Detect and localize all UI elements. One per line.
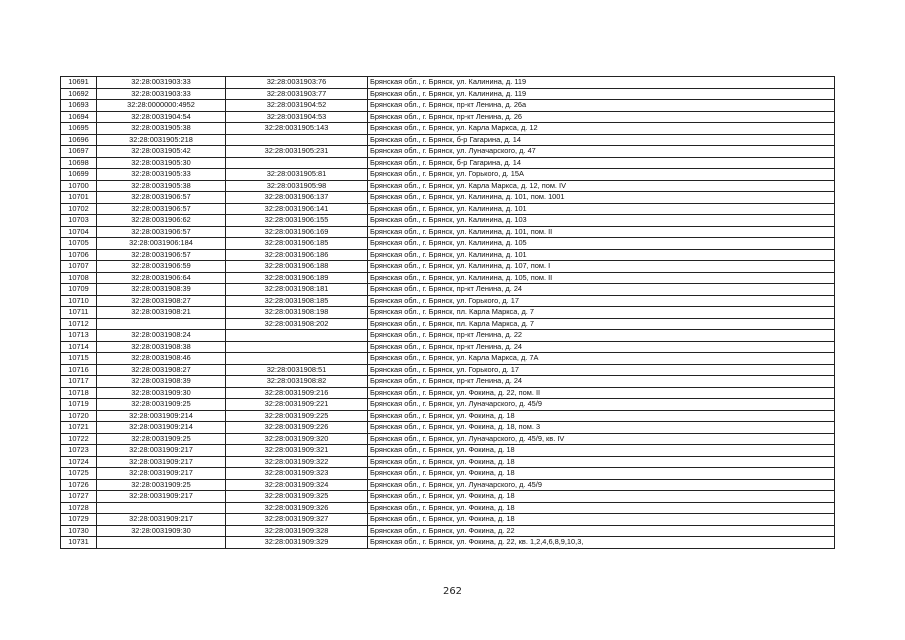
parcel-number-cell: 32:28:0031908:39 (97, 284, 226, 296)
parcel-number-cell: 32:28:0031903:33 (97, 88, 226, 100)
row-number-cell: 10691 (61, 77, 97, 89)
parcel-number-cell: 32:28:0031909:30 (97, 387, 226, 399)
table-row (61, 77, 835, 89)
row-number-cell: 10730 (61, 525, 97, 537)
parcel-number-cell (97, 502, 226, 514)
address-cell: Брянская обл., г. Брянск, ул. Фокина, д. 18 (368, 468, 835, 480)
parcel-number-cell: 32:28:0031909:214 (97, 422, 226, 434)
parcel-number-cell: 32:28:0031908:21 (97, 307, 226, 319)
row-number-cell: 10709 (61, 284, 97, 296)
address-cell: Брянская обл., г. Брянск, ул. Калинина, д. 119 (368, 88, 835, 100)
object-number-cell: 32:28:0031909:325 (226, 491, 368, 503)
parcel-number-cell: 32:28:0000000:4952 (97, 100, 226, 112)
table-row (61, 146, 835, 158)
row-number-cell: 10694 (61, 111, 97, 123)
address-cell: Брянская обл., г. Брянск, пр-кт Ленина, д. 24 (368, 376, 835, 388)
object-number-cell: 32:28:0031906:185 (226, 238, 368, 250)
row-number-cell: 10719 (61, 399, 97, 411)
row-number-cell: 10697 (61, 146, 97, 158)
table-row (61, 215, 835, 227)
parcel-number-cell: 32:28:0031905:38 (97, 180, 226, 192)
address-cell: Брянская обл., г. Брянск, ул. Горького, д. 17 (368, 295, 835, 307)
parcel-number-cell: 32:28:0031906:57 (97, 249, 226, 261)
address-cell: Брянская обл., г. Брянск, ул. Фокина, д. 18 (368, 502, 835, 514)
object-number-cell: 32:28:0031908:51 (226, 364, 368, 376)
parcel-number-cell: 32:28:0031909:30 (97, 525, 226, 537)
address-cell: Брянская обл., г. Брянск, ул. Фокина, д. 22, кв. 1,2,4,6,8,9,10,3, (368, 537, 835, 549)
address-cell: Брянская обл., г. Брянск, ул. Горького, д. 17 (368, 364, 835, 376)
parcel-number-cell: 32:28:0031906:57 (97, 226, 226, 238)
object-number-cell: 32:28:0031906:137 (226, 192, 368, 204)
address-cell: Брянская обл., г. Брянск, ул. Калинина, д. 119 (368, 77, 835, 89)
object-number-cell: 32:28:0031905:143 (226, 123, 368, 135)
object-number-cell: 32:28:0031908:181 (226, 284, 368, 296)
object-number-cell: 32:28:0031909:323 (226, 468, 368, 480)
object-number-cell: 32:28:0031909:327 (226, 514, 368, 526)
table-row (61, 249, 835, 261)
object-number-cell (226, 341, 368, 353)
object-number-cell: 32:28:0031906:155 (226, 215, 368, 227)
address-cell: Брянская обл., г. Брянск, ул. Фокина, д. 18 (368, 410, 835, 422)
parcel-number-cell: 32:28:0031905:42 (97, 146, 226, 158)
row-number-cell: 10710 (61, 295, 97, 307)
address-cell: Брянская обл., г. Брянск, ул. Калинина, д. 101 (368, 249, 835, 261)
parcel-number-cell: 32:28:0031908:39 (97, 376, 226, 388)
object-number-cell: 32:28:0031906:169 (226, 226, 368, 238)
parcel-number-cell: 32:28:0031909:214 (97, 410, 226, 422)
row-number-cell: 10702 (61, 203, 97, 215)
object-number-cell: 32:28:0031904:52 (226, 100, 368, 112)
parcel-number-cell: 32:28:0031909:217 (97, 514, 226, 526)
table-row (61, 525, 835, 537)
table-row (61, 180, 835, 192)
cadastral-table-body (61, 77, 835, 549)
object-number-cell (226, 353, 368, 365)
object-number-cell: 32:28:0031908:198 (226, 307, 368, 319)
row-number-cell: 10720 (61, 410, 97, 422)
address-cell: Брянская обл., г. Брянск, ул. Карла Маркса, д. 12 (368, 123, 835, 135)
object-number-cell: 32:28:0031909:226 (226, 422, 368, 434)
address-cell: Брянская обл., г. Брянск, ул. Фокина, д. 18 (368, 445, 835, 457)
parcel-number-cell (97, 318, 226, 330)
parcel-number-cell: 32:28:0031909:217 (97, 456, 226, 468)
row-number-cell: 10722 (61, 433, 97, 445)
page-number: 262 (442, 586, 463, 597)
table-row (61, 479, 835, 491)
table-row (61, 456, 835, 468)
address-cell: Брянская обл., г. Брянск, ул. Калинина, д. 101 (368, 203, 835, 215)
address-cell: Брянская обл., г. Брянск, пл. Карла Маркса, д. 7 (368, 307, 835, 319)
object-number-cell: 32:28:0031906:186 (226, 249, 368, 261)
parcel-number-cell: 32:28:0031908:27 (97, 295, 226, 307)
table-row (61, 284, 835, 296)
address-cell: Брянская обл., г. Брянск, пр-кт Ленина, д. 24 (368, 341, 835, 353)
row-number-cell: 10696 (61, 134, 97, 146)
parcel-number-cell: 32:28:0031905:33 (97, 169, 226, 181)
row-number-cell: 10692 (61, 88, 97, 100)
address-cell: Брянская обл., г. Брянск, пл. Карла Маркса, д. 7 (368, 318, 835, 330)
parcel-number-cell: 32:28:0031908:27 (97, 364, 226, 376)
table-row (61, 226, 835, 238)
address-cell: Брянская обл., г. Брянск, ул. Фокина, д. 18 (368, 491, 835, 503)
object-number-cell: 32:28:0031906:189 (226, 272, 368, 284)
object-number-cell: 32:28:0031906:141 (226, 203, 368, 215)
cadastral-table (60, 76, 835, 549)
object-number-cell: 32:28:0031905:231 (226, 146, 368, 158)
row-number-cell: 10715 (61, 353, 97, 365)
parcel-number-cell: 32:28:0031908:24 (97, 330, 226, 342)
table-row (61, 468, 835, 480)
table-row (61, 134, 835, 146)
parcel-number-cell: 32:28:0031903:33 (97, 77, 226, 89)
row-number-cell: 10721 (61, 422, 97, 434)
row-number-cell: 10716 (61, 364, 97, 376)
parcel-number-cell (97, 537, 226, 549)
address-cell: Брянская обл., г. Брянск, ул. Луначарского, д. 45/9 (368, 479, 835, 491)
parcel-number-cell: 32:28:0031906:57 (97, 203, 226, 215)
address-cell: Брянская обл., г. Брянск, пр-кт Ленина, д. 26 (368, 111, 835, 123)
object-number-cell (226, 134, 368, 146)
parcel-number-cell: 32:28:0031905:30 (97, 157, 226, 169)
parcel-number-cell: 32:28:0031909:25 (97, 479, 226, 491)
row-number-cell: 10705 (61, 238, 97, 250)
table-row (61, 111, 835, 123)
table-row (61, 169, 835, 181)
table-row (61, 100, 835, 112)
row-number-cell: 10693 (61, 100, 97, 112)
object-number-cell: 32:28:0031909:221 (226, 399, 368, 411)
table-row (61, 433, 835, 445)
row-number-cell: 10706 (61, 249, 97, 261)
row-number-cell: 10700 (61, 180, 97, 192)
parcel-number-cell: 32:28:0031906:57 (97, 192, 226, 204)
row-number-cell: 10726 (61, 479, 97, 491)
row-number-cell: 10704 (61, 226, 97, 238)
table-row (61, 238, 835, 250)
row-number-cell: 10701 (61, 192, 97, 204)
parcel-number-cell: 32:28:0031906:184 (97, 238, 226, 250)
table-row (61, 272, 835, 284)
parcel-number-cell: 32:28:0031906:59 (97, 261, 226, 273)
parcel-number-cell: 32:28:0031906:64 (97, 272, 226, 284)
object-number-cell: 32:28:0031903:76 (226, 77, 368, 89)
row-number-cell: 10712 (61, 318, 97, 330)
parcel-number-cell: 32:28:0031909:25 (97, 399, 226, 411)
table-row (61, 307, 835, 319)
row-number-cell: 10707 (61, 261, 97, 273)
object-number-cell: 32:28:0031903:77 (226, 88, 368, 100)
row-number-cell: 10729 (61, 514, 97, 526)
table-row (61, 364, 835, 376)
address-cell: Брянская обл., г. Брянск, ул. Фокина, д. 18 (368, 456, 835, 468)
address-cell: Брянская обл., г. Брянск, б-р Гагарина, д. 14 (368, 157, 835, 169)
object-number-cell: 32:28:0031908:82 (226, 376, 368, 388)
table-row (61, 514, 835, 526)
row-number-cell: 10723 (61, 445, 97, 457)
row-number-cell: 10695 (61, 123, 97, 135)
parcel-number-cell: 32:28:0031905:38 (97, 123, 226, 135)
table-row (61, 295, 835, 307)
row-number-cell: 10717 (61, 376, 97, 388)
object-number-cell: 32:28:0031909:322 (226, 456, 368, 468)
address-cell: Брянская обл., г. Брянск, ул. Калинина, д. 105, пом. II (368, 272, 835, 284)
address-cell: Брянская обл., г. Брянск, ул. Фокина, д. 18 (368, 514, 835, 526)
object-number-cell: 32:28:0031908:202 (226, 318, 368, 330)
object-number-cell: 32:28:0031909:320 (226, 433, 368, 445)
address-cell: Брянская обл., г. Брянск, ул. Карла Маркса, д. 7А (368, 353, 835, 365)
table-row (61, 261, 835, 273)
address-cell: Брянская обл., г. Брянск, ул. Калинина, д. 101, пом. II (368, 226, 835, 238)
table-row (61, 330, 835, 342)
table-row (61, 353, 835, 365)
row-number-cell: 10727 (61, 491, 97, 503)
address-cell: Брянская обл., г. Брянск, ул. Луначарского, д. 45/9, кв. IV (368, 433, 835, 445)
object-number-cell: 32:28:0031908:185 (226, 295, 368, 307)
table-row (61, 157, 835, 169)
address-cell: Брянская обл., г. Брянск, ул. Калинина, д. 103 (368, 215, 835, 227)
table-row (61, 88, 835, 100)
row-number-cell: 10698 (61, 157, 97, 169)
table-row (61, 445, 835, 457)
parcel-number-cell: 32:28:0031909:25 (97, 433, 226, 445)
table-row (61, 123, 835, 135)
row-number-cell: 10728 (61, 502, 97, 514)
object-number-cell: 32:28:0031909:324 (226, 479, 368, 491)
parcel-number-cell: 32:28:0031904:54 (97, 111, 226, 123)
address-cell: Брянская обл., г. Брянск, ул. Фокина, д. 22 (368, 525, 835, 537)
address-cell: Брянская обл., г. Брянск, ул. Калинина, д. 105 (368, 238, 835, 250)
object-number-cell (226, 157, 368, 169)
row-number-cell: 10703 (61, 215, 97, 227)
object-number-cell: 32:28:0031909:216 (226, 387, 368, 399)
address-cell: Брянская обл., г. Брянск, ул. Карла Маркса, д. 12, пом. IV (368, 180, 835, 192)
row-number-cell: 10711 (61, 307, 97, 319)
address-cell: Брянская обл., г. Брянск, ул. Калинина, д. 101, пом. 1001 (368, 192, 835, 204)
table-row (61, 410, 835, 422)
parcel-number-cell: 32:28:0031905:218 (97, 134, 226, 146)
table-row (61, 502, 835, 514)
address-cell: Брянская обл., г. Брянск, пр-кт Ленина, д. 26а (368, 100, 835, 112)
table-row (61, 376, 835, 388)
row-number-cell: 10714 (61, 341, 97, 353)
address-cell: Брянская обл., г. Брянск, ул. Фокина, д. 18, пом. 3 (368, 422, 835, 434)
object-number-cell: 32:28:0031906:188 (226, 261, 368, 273)
address-cell: Брянская обл., г. Брянск, ул. Горького, д. 15А (368, 169, 835, 181)
object-number-cell: 32:28:0031909:225 (226, 410, 368, 422)
row-number-cell: 10713 (61, 330, 97, 342)
table-row (61, 192, 835, 204)
object-number-cell: 32:28:0031909:326 (226, 502, 368, 514)
object-number-cell: 32:28:0031909:328 (226, 525, 368, 537)
table-row (61, 491, 835, 503)
table-row (61, 537, 835, 549)
address-cell: Брянская обл., г. Брянск, ул. Луначарского, д. 45/9 (368, 399, 835, 411)
parcel-number-cell: 32:28:0031906:62 (97, 215, 226, 227)
row-number-cell: 10708 (61, 272, 97, 284)
object-number-cell: 32:28:0031904:53 (226, 111, 368, 123)
object-number-cell: 32:28:0031909:321 (226, 445, 368, 457)
table-row (61, 422, 835, 434)
object-number-cell: 32:28:0031905:98 (226, 180, 368, 192)
row-number-cell: 10724 (61, 456, 97, 468)
table-row (61, 203, 835, 215)
parcel-number-cell: 32:28:0031908:46 (97, 353, 226, 365)
table-row (61, 387, 835, 399)
parcel-number-cell: 32:28:0031908:38 (97, 341, 226, 353)
row-number-cell: 10725 (61, 468, 97, 480)
object-number-cell (226, 330, 368, 342)
object-number-cell: 32:28:0031909:329 (226, 537, 368, 549)
row-number-cell: 10718 (61, 387, 97, 399)
row-number-cell: 10699 (61, 169, 97, 181)
address-cell: Брянская обл., г. Брянск, ул. Фокина, д. 22, пом. II (368, 387, 835, 399)
address-cell: Брянская обл., г. Брянск, б-р Гагарина, д. 14 (368, 134, 835, 146)
address-cell: Брянская обл., г. Брянск, ул. Луначарского, д. 47 (368, 146, 835, 158)
table-row (61, 341, 835, 353)
object-number-cell: 32:28:0031905:81 (226, 169, 368, 181)
address-cell: Брянская обл., г. Брянск, ул. Калинина, д. 107, пом. I (368, 261, 835, 273)
parcel-number-cell: 32:28:0031909:217 (97, 445, 226, 457)
parcel-number-cell: 32:28:0031909:217 (97, 491, 226, 503)
table-row (61, 318, 835, 330)
parcel-number-cell: 32:28:0031909:217 (97, 468, 226, 480)
table-row (61, 399, 835, 411)
row-number-cell: 10731 (61, 537, 97, 549)
address-cell: Брянская обл., г. Брянск, пр-кт Ленина, д. 24 (368, 284, 835, 296)
address-cell: Брянская обл., г. Брянск, пр-кт Ленина, д. 22 (368, 330, 835, 342)
